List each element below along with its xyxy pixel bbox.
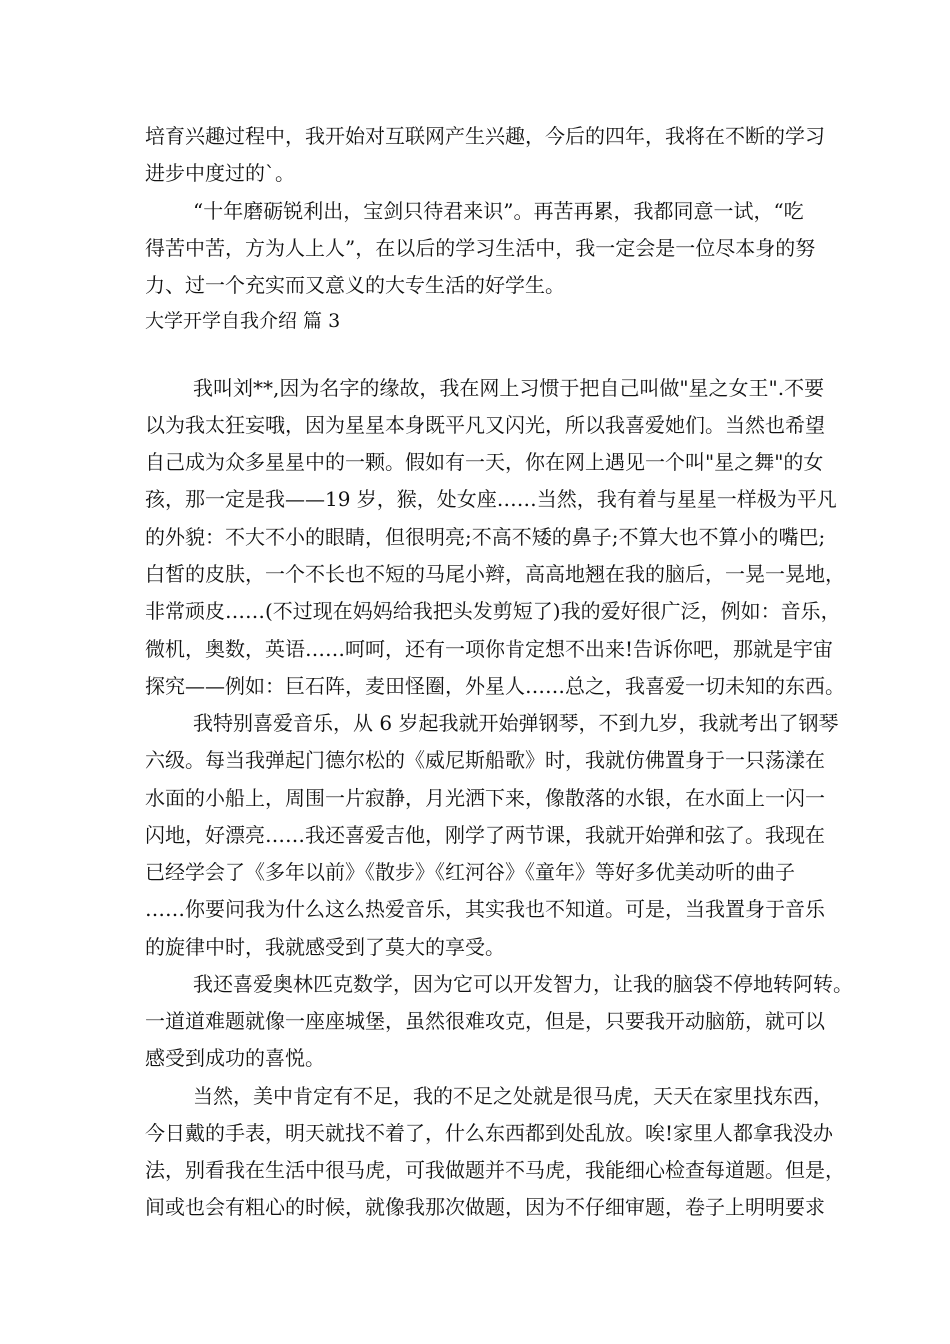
text-line: 六级。每当我弹起门德尔松的《威尼斯船歌》时，我就仿佛置身于一只荡漾在 — [145, 748, 825, 772]
text-line: 今日戴的手表，明天就找不着了，什么东西都到处乱放。唉!家里人都拿我没办 — [145, 1121, 834, 1145]
text-line: 已经学会了《多年以前》《散步》《红河谷》《童年》等好多优美动听的曲子 — [145, 860, 795, 884]
text-line: 力、过一个充实而又意义的大专生活的好学生。 — [145, 273, 565, 297]
text-line: 自己成为众多星星中的一颗。假如有一天，你在网上遇见一个叫"星之舞"的女 — [145, 450, 824, 474]
text-line: 非常顽皮……(不过现在妈妈给我把头发剪短了)我的爱好很广泛，例如：音乐， — [145, 599, 841, 623]
text-line: 白皙的皮肤，一个不长也不短的马尾小辫，高高地翘在我的脑后，一晃一晃地， — [145, 562, 845, 586]
text-line: 闪地，好漂亮……我还喜爱吉他，刚学了两节课，我就开始弹和弦了。我现在 — [145, 823, 825, 847]
text-line: 一道道难题就像一座座城堡，虽然很难攻克，但是，只要我开动脑筋，就可以 — [145, 1009, 825, 1033]
text-line: 微机，奥数，英语……呵呵，还有一项你肯定想不出来!告诉你吧，那就是宇宙 — [145, 637, 834, 661]
paragraph-start: 我还喜爱奥林匹克数学，因为它可以开发智力，让我的脑袋不停地转阿转。 — [193, 972, 853, 996]
text-line: 进步中度过的`。 — [145, 161, 295, 185]
text-line: 孩，那一定是我——19 岁，猴，处女座……当然，我有着与星星一样极为平凡 — [145, 487, 837, 511]
text-line: 探究——例如：巨石阵，麦田怪圈，外星人……总之，我喜爱一切未知的东西。 — [145, 674, 845, 698]
paragraph-start: 我叫刘**,因为名字的缘故，我在网上习惯于把自己叫做"星之女王".不要 — [193, 376, 825, 400]
paragraph-start: 我特别喜爱音乐，从 6 岁起我就开始弹钢琴，不到九岁，我就考出了钢琴 — [193, 711, 839, 735]
text-line: 感受到成功的喜悦。 — [145, 1046, 325, 1070]
text-line: 间或也会有粗心的时候，就像我那次做题，因为不仔细审题，卷子上明明要求 — [145, 1195, 825, 1219]
text-line: 培育兴趣过程中，我开始对互联网产生兴趣，今后的四年，我将在不断的学习 — [145, 124, 825, 148]
paragraph-start: 当然，美中肯定有不足，我的不足之处就是很马虎，天天在家里找东西， — [193, 1084, 833, 1108]
text-line: ……你要问我为什么这么热爱音乐，其实我也不知道。可是，当我置身于音乐 — [145, 897, 825, 921]
text-line: 法，别看我在生活中很马虎，可我做题并不马虎，我能细心检查每道题。但是， — [145, 1158, 845, 1182]
text-line: 的旋律中时，我就感受到了莫大的享受。 — [145, 935, 505, 959]
paragraph-start: “十年磨砺锐利出，宝剑只待君来识”。再苦再累，我都同意一试，“吃 — [193, 199, 804, 223]
section-heading: 大学开学自我介绍 篇 3 — [145, 310, 341, 332]
text-line: 的外貌：不大不小的眼睛，但很明亮;不高不矮的鼻子;不算大也不算小的嘴巴; — [145, 525, 826, 549]
text-line: 得苦中苦，方为人上人”，在以后的学习生活中，我一定会是一位尽本身的努 — [145, 236, 816, 260]
text-line: 水面的小船上，周围一片寂静，月光洒下来，像散落的水银，在水面上一闪一 — [145, 786, 825, 810]
text-line: 以为我太狂妄哦，因为星星本身既平凡又闪光，所以我喜爱她们。当然也希望 — [145, 413, 825, 437]
